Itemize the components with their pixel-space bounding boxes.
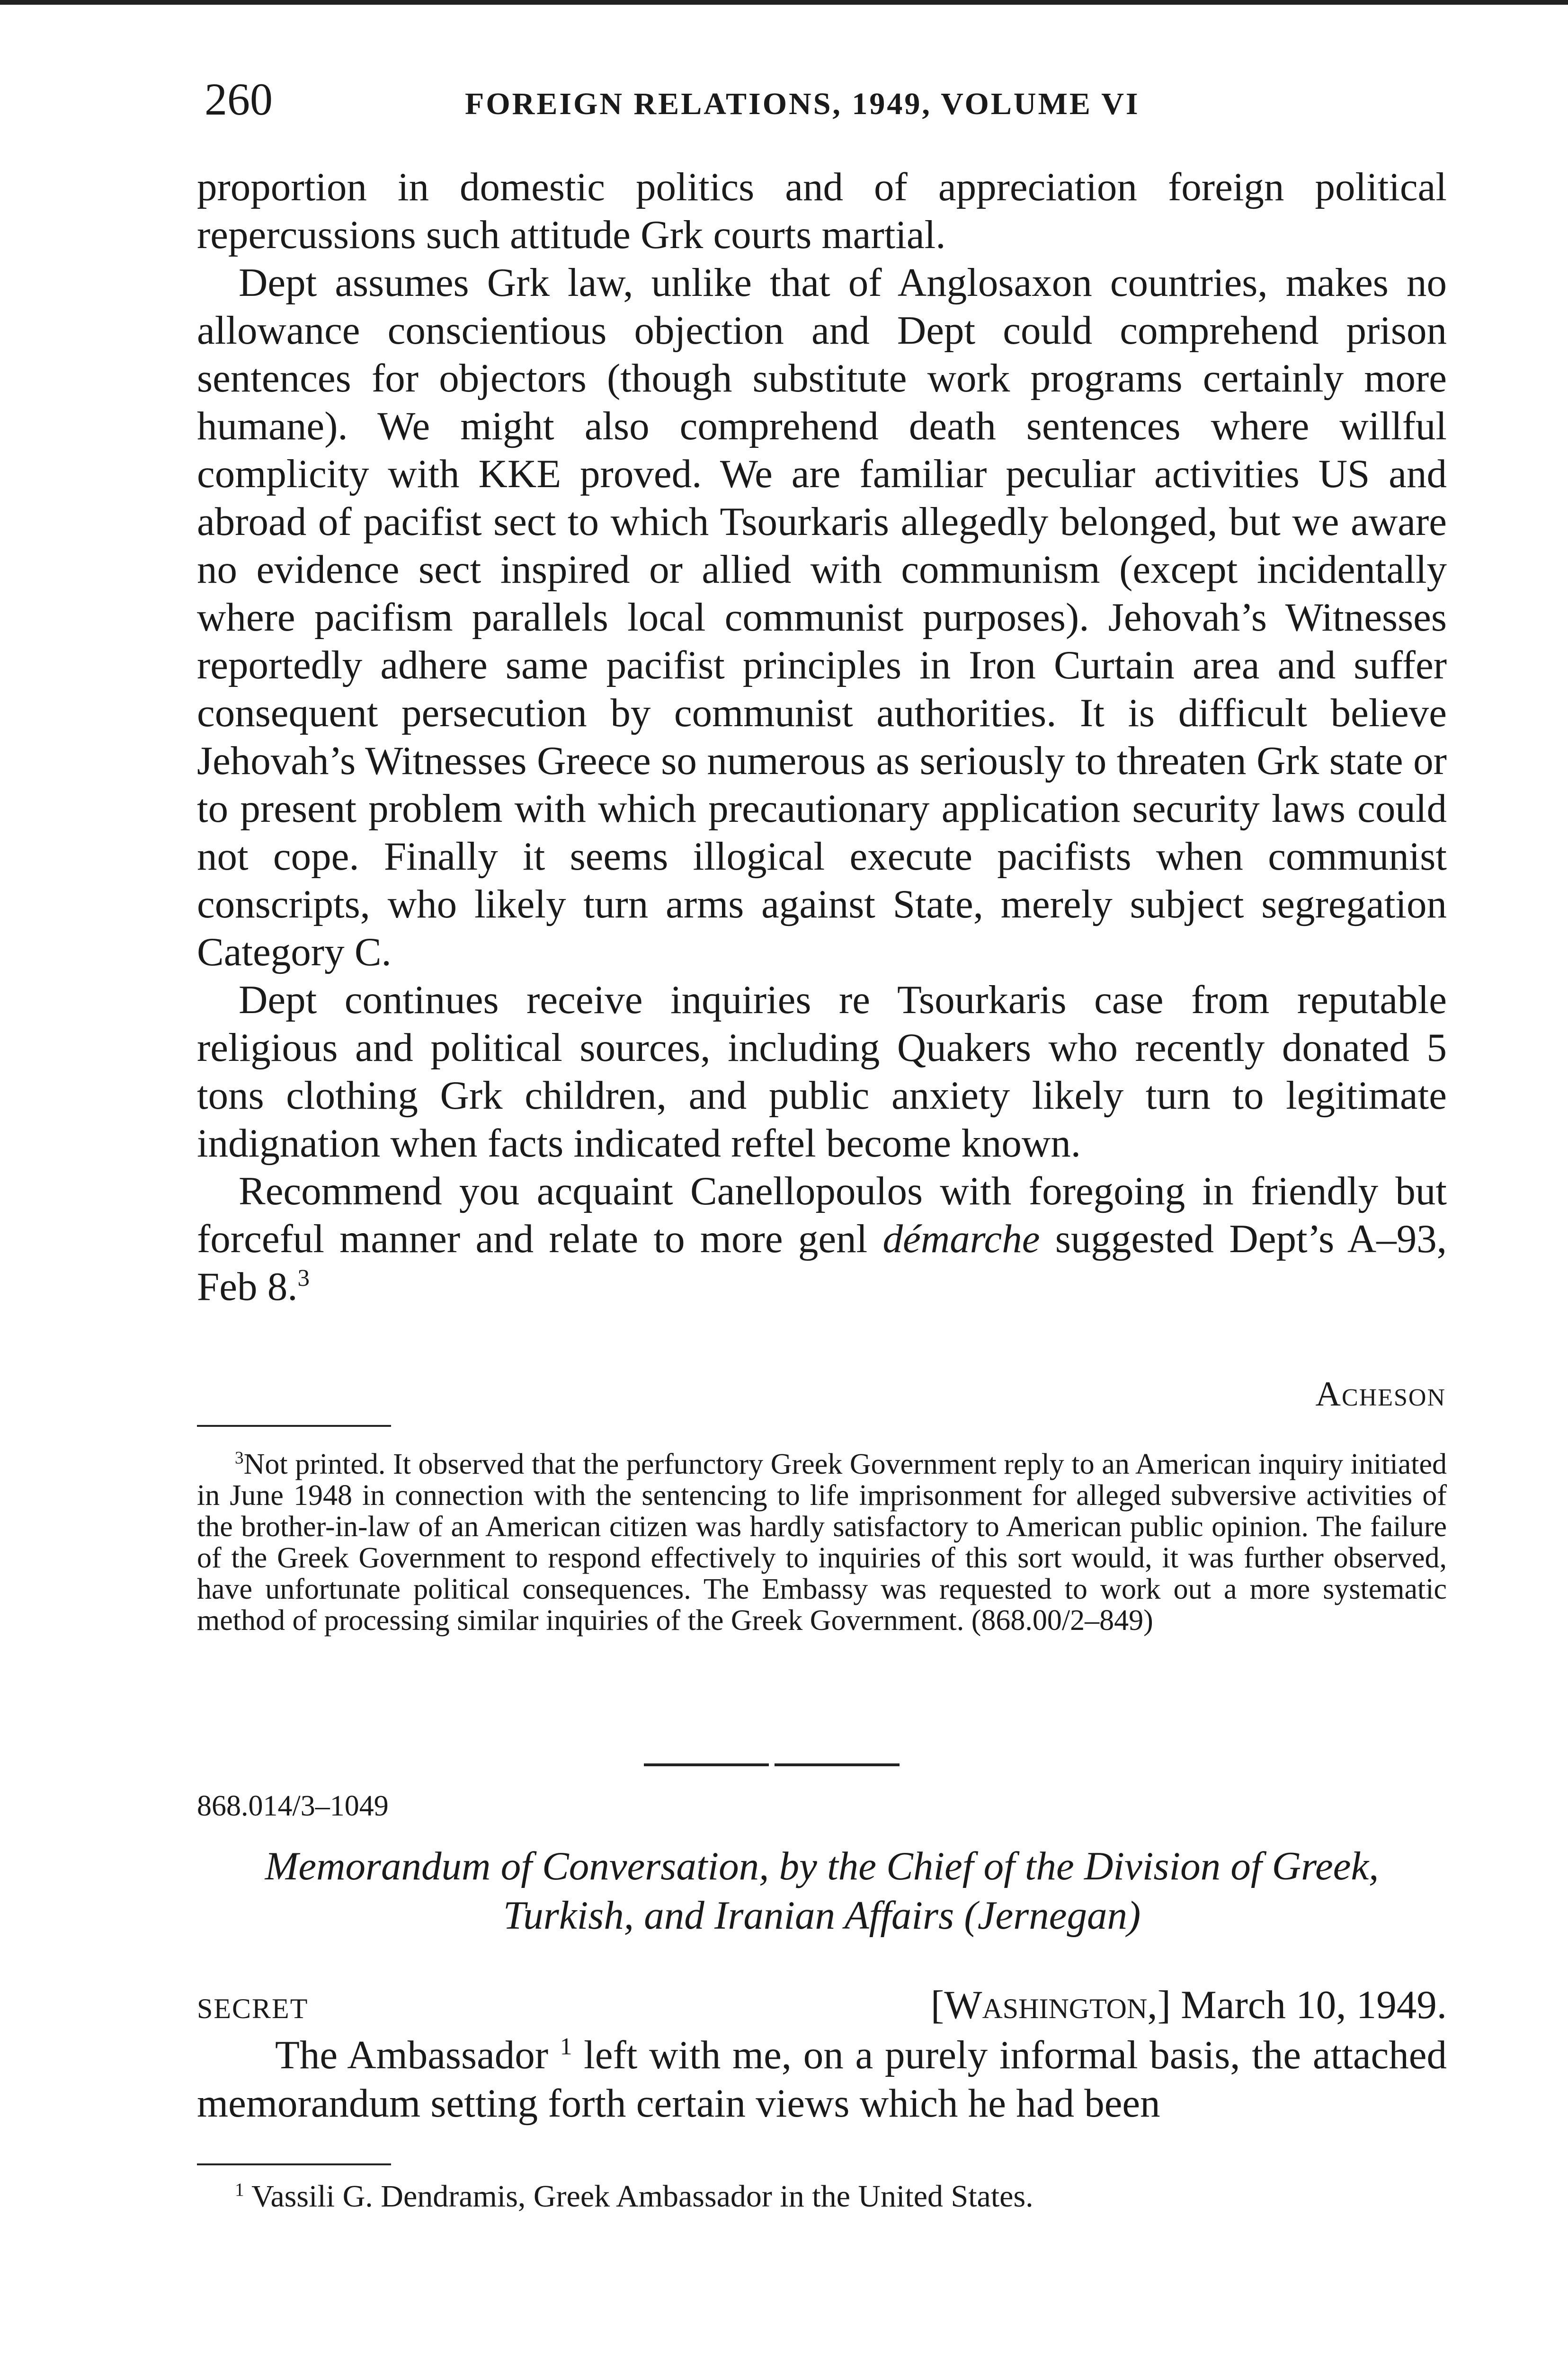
footnote-divider	[197, 1425, 391, 1427]
place: [Washington,]	[930, 1983, 1171, 2027]
footnote-3	[197, 1449, 1447, 1636]
demarche-italic: démarche	[882, 1217, 1040, 1261]
footnote-reference-1: 1	[560, 2033, 572, 2060]
memo-body	[197, 2031, 1447, 2127]
paragraph-dept-assumes: Dept assumes Grk law, unlike that of Anglosaxon countries, makes no allowance conscientious objection and Dept could comprehend prison sentences for objectors (though substitute work programs certainly more humane). We might also comprehend death sentences where willful complicity with KKE proved. We are familiar peculiar activities US and abroad of pacifist sect to which Tsourkaris allegedly belonged, but we aware no evidence sect inspired or allied with communism (except incidentally where pacifism parallels local communist purposes). Jehovah’s Witnesses reportedly adhere same pacifist principles in Iron Curtain area and suffer consequent persecution by communist authorities. It is difficult believe Jehovah’s Witnesses Greece so numerous as seriously to threaten Grk state or to present problem with which precautionary application security laws could not cope. Finally it seems illogical execute pacifists when communist conscripts, who likely turn arms against State, merely subject segregation Category C.	[197, 260, 1447, 974]
telegram-body	[197, 163, 1447, 1311]
paragraph-dept-continues: Dept continues receive inquiries re Tsourkaris case from reputable religious and political sources, including Quakers who recently donated 5 tons clothing Grk children, and public anxiety likely turn to legitimate indignation when facts indicated reftel become known.	[197, 978, 1447, 1166]
footnote-1-text: Vassili G. Dendramis, Greek Ambassador in the United States.	[251, 2179, 1033, 2214]
footnote-mark-3: 3	[235, 1448, 244, 1468]
classification-dateline	[197, 1981, 1447, 2029]
classification-label: SECRET	[197, 1993, 309, 2024]
memo-title-line-1: Memorandum of Conversation, by the Chief of the Division of Greek,	[265, 1844, 1379, 1888]
memo-body-text: left with me, on a purely informal basis, the attached memorandum setting forth certain views which he had been	[197, 2033, 1447, 2126]
section-separator	[644, 1763, 900, 1766]
memo-title-line-2: Turkish, and Iranian Affairs (Jernegan)	[503, 1893, 1141, 1938]
footnote-3-text: Not printed. It observed that the perfunctory Greek Government reply to an American inquiry initiated in June 1948 in connection with the sentencing to life imprisonment for alleged subversive activities of the brother-in-law of an American citizen was hardly satisfactory to American public opinion. The failure of the Greek Government to respond effectively to inquiries of this sort would, it was further observed, have unfortunate political consequences. The Embassy was requested to work out a more systematic method of processing similar inquiries of the Greek Government. (868.00/2–849)	[197, 1448, 1447, 1637]
footnote-reference-3: 3	[297, 1265, 310, 1292]
memo-title	[197, 1842, 1447, 1940]
file-number: 868.014/3–1049	[197, 1790, 389, 1822]
scan-top-edge	[0, 0, 1568, 5]
recommend-text-end: suggested Dept’s A–93, Feb 8.	[197, 1217, 1447, 1309]
paragraph-recommend	[197, 1167, 1447, 1311]
footnote-mark-1: 1	[235, 2179, 244, 2200]
footnote-1	[235, 2175, 1447, 2218]
footnote-divider-2	[197, 2163, 391, 2165]
page-number: 260	[205, 74, 273, 125]
recommend-text: Recommend you acquaint Canellopoulos with foregoing in friendly but forceful manner and relate to more genl	[197, 1169, 1447, 1261]
paragraph-continuation: proportion in domestic politics and of appreciation foreign political repercussions such attitude Grk courts martial.	[197, 165, 1447, 257]
date: March 10, 1949.	[1181, 1983, 1447, 2027]
running-head: FOREIGN RELATIONS, 1949, VOLUME VI	[465, 87, 1140, 121]
memo-body-start: The Ambassador	[275, 2033, 549, 2077]
signature-acheson: Acheson	[1315, 1375, 1446, 1414]
place-date	[931, 1981, 1447, 2029]
page-header	[205, 71, 1445, 128]
